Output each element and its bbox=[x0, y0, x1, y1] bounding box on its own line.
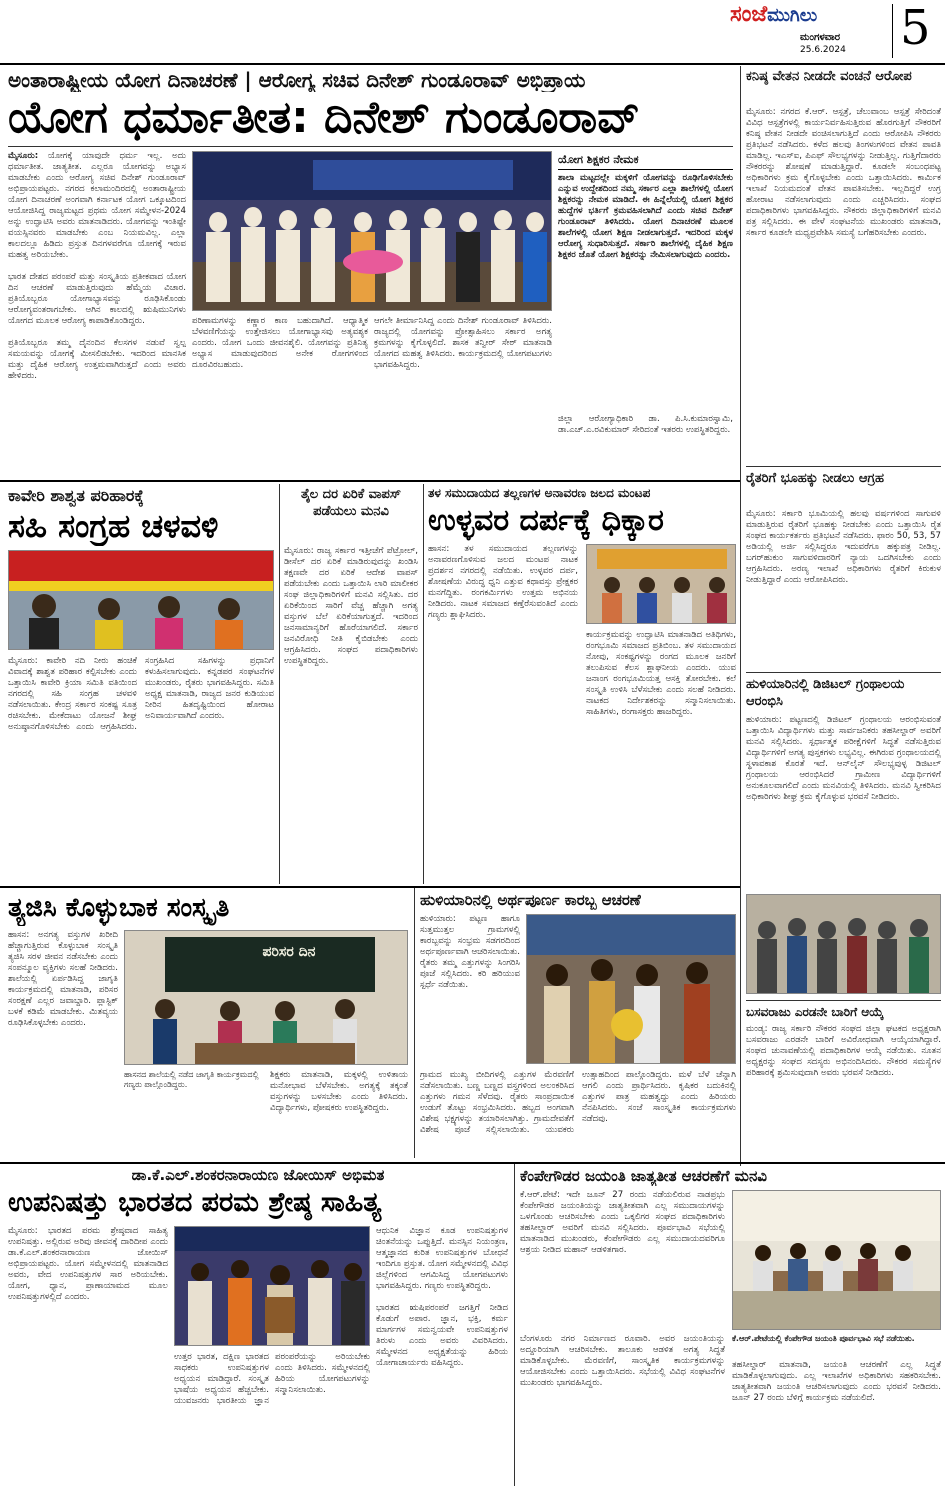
right-low-body: ಹುಳಿಯಾರು: ಪಟ್ಟಣದಲ್ಲಿ ಡಿಜಿಟಲ್ ಗ್ರಂಥಾಲಯ ಆರಂಭಿಸುವಂತೆ ಒತ್ತಾಯಿಸಿ ವಿದ್ಯಾರ್ಥಿಗಳು ಮತ್ತು ಸಾರ್ವಜನಿಕರು ತಹಸೀಲ್ದಾರ್ ಅವರಿಗೆ ಮನವಿ ಸಲ್ಲಿಸಿದರು. ಸ್ಪರ್ಧಾತ್ಮಕ ಪರೀಕ್ಷೆಗಳಿಗೆ ಸಿದ್ಧತೆ ನಡೆಸುತ್ತಿರುವ ವಿದ್ಯಾರ್ಥಿಗಳಿಗೆ ಅಗತ್ಯ ಪುಸ್ತಕಗಳು ಲಭ್ಯವಿಲ್ಲ. ಈಗಿರುವ ಗ್ರಂಥಾಲಯದಲ್ಲಿ ಸ್ಥಳಾವಕಾಶ ಕೊರತೆ ಇದೆ. ಆನ್‌ಲೈನ್ ಸೌಲಭ್ಯವುಳ್ಳ ಡಿಜಿಟಲ್ ಗ್ರಂಥಾಲಯ ಆರಂಭಿಸಿದರೆ ಗ್ರಾಮೀಣ ವಿದ್ಯಾರ್ಥಿಗಳಿಗೆ ಅನುಕೂಲವಾಗಲಿದೆ ಎಂದು ಮನವಿಯಲ್ಲಿ ತಿಳಿಸಿದರು. ಮನವಿ ಸ್ವೀಕರಿಸಿದ ಅಧಿಕಾರಿಗಳು ಶೀಘ್ರ ಕ್ರಮ ಕೈಗೊಳ್ಳುವ ಭರವಸೆ ನೀಡಿದರು. bbox=[746, 715, 941, 802]
logo bbox=[730, 2, 890, 32]
huliyar-headline: ಹುಳಿಯಾರಿನಲ್ಲಿ ಅರ್ಥಪೂರ್ಣ ಕಾರಬ್ಬ ಆಚರಣೆ bbox=[420, 891, 641, 909]
tyajisi-body: ಹಾಸನ: ಅನಗತ್ಯ ವಸ್ತುಗಳ ಖರೀದಿ ಹೆಚ್ಚಾಗುತ್ತಿರುವ ಕೊಳ್ಳುಬಾಕ ಸಂಸ್ಕೃತಿ ತ್ಯಜಿಸಿ ಸರಳ ಜೀವನ ನಡೆಸಬೇಕು ಎಂದು ಸಂಪನ್ಮೂಲ ವ್ಯಕ್ತಿಗಳು ಸಲಹೆ ನೀಡಿದರು. ಶಾಲೆಯಲ್ಲಿ ಏರ್ಪಡಿಸಿದ್ದ ಜಾಗೃತಿ ಕಾರ್ಯಕ್ರಮದಲ್ಲಿ ಮಾತನಾಡಿ, ಪರಿಸರ ಸಂರಕ್ಷಣೆ ಎಲ್ಲರ ಜವಾಬ್ದಾರಿ. ಪ್ಲಾಸ್ಟಿಕ್ ಬಳಕೆ ಕಡಿಮೆ ಮಾಡಬೇಕು. ಮಿತವ್ಯಯ ರೂಢಿಸಿಕೊಳ್ಳಬೇಕು ಎಂದರು. bbox=[8, 930, 118, 1028]
kempegowda-body-3: ತಹಸೀಲ್ದಾರ್ ಮಾತನಾಡಿ, ಜಯಂತಿ ಆಚರಣೆಗೆ ಎಲ್ಲ ಸಿದ್ಧತೆ ಮಾಡಿಕೊಳ್ಳಲಾಗುವುದು. ಎಲ್ಲ ಇಲಾಖೆಗಳ ಅಧಿಕಾರಿಗಳು ಸಹಕರಿಸಬೇಕು. ಜಾತ್ಯತೀತವಾಗಿ ಜಯಂತಿ ಆಚರಿಸಲಾಗುವುದು ಎಂದು ಭರವಸೆ ನೀಡಿದರು. ಜೂನ್ 27 ರಂದು ಬೆಳಿಗ್ಗೆ ಕಾರ್ಯಕ್ರಮ ನಡೆಯಲಿದೆ. bbox=[732, 1360, 941, 1403]
huliyar-body-1: ಹುಳಿಯಾರು: ಪಟ್ಟಣ ಹಾಗೂ ಸುತ್ತಮುತ್ತಲ ಗ್ರಾಮಗಳಲ್ಲಿ ಕಾರಬ್ಬವನ್ನು ಸಂಭ್ರಮ ಸಡಗರದಿಂದ ಅರ್ಥಪೂರ್ಣವಾಗಿ ಆಚರಿಸಲಾಯಿತು. ರೈತರು ತಮ್ಮ ಎತ್ತುಗಳನ್ನು ಸಿಂಗರಿಸಿ ಪೂಜೆ ಸಲ್ಲಿಸಿದರು. ಕರಿ ಹರಿಯುವ ಸ್ಪರ್ಧೆ ನಡೆಯಿತು. bbox=[420, 914, 520, 990]
upanishattu-headline: ಉಪನಿಷತ್ತು ಭಾರತದ ಪರಮ ಶ್ರೇಷ್ಠ ಸಾಹಿತ್ಯ bbox=[8, 1187, 382, 1218]
right-mid-headline: ರೈತರಿಗೆ ಭೂಹಕ್ಕು ನೀಡಲು ಆಗ್ರಹ bbox=[746, 471, 885, 486]
cauvery-headline: ಸಹಿ ಸಂಗ್ರಹ ಚಳವಳಿ bbox=[8, 507, 219, 545]
lead-body-3: ಪ್ರತಿಯೊಬ್ಬರೂ ತಮ್ಮ ದೈನಂದಿನ ಕೆಲಸಗಳ ನಡುವೆ ಸ್ವಲ್ಪ ಸಮಯವನ್ನು ಯೋಗಕ್ಕೆ ಮೀಸಲಿಡಬೇಕು. ಇದರಿಂದ ಮಾನಸಿಕ ಮತ್ತು ದೈಹಿಕ ಆರೋಗ್ಯ ಉತ್ತಮವಾಗಿರುತ್ತದೆ ಎಂದು ಅವರು ಹೇಳಿದರು. bbox=[8, 338, 186, 381]
lead-body-col2 bbox=[192, 316, 368, 476]
fuel-headline: ತೈಲ ದರ ಏರಿಕೆ ವಾಪಸ್ ಪಡೆಯಲು ಮನವಿ bbox=[300, 487, 402, 519]
tyajisi-board-text: ಪರಿಸರ ದಿನ bbox=[262, 944, 316, 960]
lead-sidebar-body: ಶಾಲಾ ಮಟ್ಟದಲ್ಲೇ ಮಕ್ಕಳಿಗೆ ಯೋಗವನ್ನು ರೂಢಿಗೊಳಿಸಬೇಕು ಎನ್ನುವ ಉದ್ದೇಶದಿಂದ ನಮ್ಮ ಸರ್ಕಾರ ಎಲ್ಲಾ ಶಾಲೆಗಳಲ್ಲಿ ಯೋಗ ಶಿಕ್ಷಕರನ್ನು ನೇಮಕ ಮಾಡಿದೆ. ಈ ಹಿನ್ನೆಲೆಯಲ್ಲಿ ಯೋಗ ಶಿಕ್ಷಕರ ಹುದ್ದೆಗಳ ಭರ್ತಿಗೆ ಕ್ರಮವಹಿಸಲಾಗಿದೆ ಎಂದು ಸಚಿವ ದಿನೇಶ್ ಗುಂಡೂರಾವ್ ತಿಳಿಸಿದರು. ಯೋಗ ದಿನಾಚರಣೆ ಮೂಲಕ ಶಾಲೆಗಳಲ್ಲಿ ಯೋಗ ಶಿಕ್ಷಣ ನೀಡಲಾಗುತ್ತದೆ. ಇದರಿಂದ ಮಕ್ಕಳ ಆರೋಗ್ಯ ಸುಧಾರಿಸುತ್ತದೆ. ಸರ್ಕಾರಿ ಶಾಲೆಗಳಲ್ಲಿ ದೈಹಿಕ ಶಿಕ್ಷಣ ಶಿಕ್ಷಕರ ಜೊತೆ ಯೋಗ ಶಿಕ್ಷಕರನ್ನು ನೇಮಿಸಲಾಗುವುದು ಎಂದರು. bbox=[558, 173, 733, 260]
lead-body-col1 bbox=[8, 151, 186, 476]
lead-body-2: ಭಾರತ ದೇಶದ ಪರಂಪರೆ ಮತ್ತು ಸಂಸ್ಕೃತಿಯ ಪ್ರತೀಕವಾದ ಯೋಗ ದಿನ ಆಚರಣೆ ಮಾಡುತ್ತಿರುವುದು ಹೆಮ್ಮೆಯ ವಿಚಾರ. ಪ್ರತಿಯೊಬ್ಬರೂ ಯೋಗಾಭ್ಯಾಸವನ್ನು ರೂಢಿಸಿಕೊಂಡು ಆರೋಗ್ಯವಂತರಾಗಬೇಕು. ಆಗಿನ ಕಾಲದಲ್ಲಿ ಋಷಿಮುನಿಗಳು ಯೋಗದ ಮೂಲಕ ಆರೋಗ್ಯ ಕಾಪಾಡಿಕೊಂಡಿದ್ದರು. bbox=[8, 272, 186, 326]
cauvery-protest-photo bbox=[8, 550, 274, 650]
masthead bbox=[730, 0, 945, 62]
lead-headline: ಯೋಗ ಧರ್ಮಾತೀತ: ದಿನೇಶ್ ಗುಂಡೂರಾವ್ bbox=[8, 92, 640, 143]
ulluvara-headline: ಉಳ್ಳವರ ದರ್ಪಕ್ಕೆ ಧಿಕ್ಕಾರ bbox=[428, 503, 664, 538]
right-mid-story bbox=[746, 470, 941, 670]
page-number: 5 bbox=[900, 0, 931, 56]
right-bottom-story bbox=[746, 1004, 941, 1164]
right-top-body: ಮೈಸೂರು: ನಗರದ ಕೆ.ಆರ್. ಆಸ್ಪತ್ರೆ, ಚೆಲುವಾಂಬ ಆಸ್ಪತ್ರೆ ಸೇರಿದಂತೆ ವಿವಿಧ ಆಸ್ಪತ್ರೆಗಳಲ್ಲಿ ಕಾರ್ಯನಿರ್ವಹಿಸುತ್ತಿರುವ ಹೊರಗುತ್ತಿಗೆ ನೌಕರರಿಗೆ ಕನಿಷ್ಠ ವೇತನ ನೀಡದೇ ವಂಚಿಸಲಾಗುತ್ತಿದೆ ಎಂದು ಆರೋಪಿಸಿ ನೌಕರರು ಪ್ರತಿಭಟನೆ ನಡೆಸಿದರು. ಕಳೆದ ಹಲವು ತಿಂಗಳುಗಳಿಂದ ವೇತನ ಪಾವತಿ ಮಾಡಿಲ್ಲ. ಇಎಸ್‌ಐ, ಪಿಎಫ್ ಸೌಲಭ್ಯಗಳನ್ನು ನೀಡುತ್ತಿಲ್ಲ. ಗುತ್ತಿಗೆದಾರರು ನೌಕರರನ್ನು ಶೋಷಣೆ ಮಾಡುತ್ತಿದ್ದಾರೆ. ಕೂಡಲೇ ಸಂಬಂಧಪಟ್ಟ ಅಧಿಕಾರಿಗಳು ಕ್ರಮ ಕೈಗೊಳ್ಳಬೇಕು ಎಂದು ಒತ್ತಾಯಿಸಿದರು. ಕಾರ್ಮಿಕ ಇಲಾಖೆ ನಿಯಮದಂತೆ ವೇತನ ಪಾವತಿಸಬೇಕು. ಇಲ್ಲದಿದ್ದರೆ ಉಗ್ರ ಹೋರಾಟ ನಡೆಸಲಾಗುವುದು ಎಂದು ಎಚ್ಚರಿಸಿದರು. ಸಂಘದ ಪದಾಧಿಕಾರಿಗಳು ಭಾಗವಹಿಸಿದ್ದರು. ನೌಕರರು ಜಿಲ್ಲಾಧಿಕಾರಿಗಳಿಗೆ ಮನವಿ ಪತ್ರ ಸಲ್ಲಿಸಿದರು. ಈ ವೇಳೆ ಸಂಘಟನೆಯ ಮುಖಂಡರು ಮಾತನಾಡಿ, ಸರ್ಕಾರ ಕೂಡಲೇ ಮಧ್ಯಪ್ರವೇಶಿಸಿ ಸಮಸ್ಯೆ ಬಗೆಹರಿಸಬೇಕು ಎಂದರು. bbox=[746, 107, 941, 238]
right-mid-body: ಮೈಸೂರು: ಸರ್ಕಾರಿ ಭೂಮಿಯಲ್ಲಿ ಹಲವು ವರ್ಷಗಳಿಂದ ಸಾಗುವಳಿ ಮಾಡುತ್ತಿರುವ ರೈತರಿಗೆ ಭೂಹಕ್ಕು ನೀಡಬೇಕು ಎಂದು ಒತ್ತಾಯಿಸಿ ರೈತ ಸಂಘದ ಕಾರ್ಯಕರ್ತರು ಪ್ರತಿಭಟನೆ ನಡೆಸಿದರು. ಫಾರಂ 50, 53, 57 ಅಡಿಯಲ್ಲಿ ಅರ್ಜಿ ಸಲ್ಲಿಸಿದ್ದರೂ ಇದುವರೆಗೂ ಹಕ್ಕುಪತ್ರ ನೀಡಿಲ್ಲ. ಬಗರ್‌ಹುಕುಂ ಸಾಗುವಳಿದಾರರಿಗೆ ನ್ಯಾಯ ಒದಗಿಸಬೇಕು ಎಂದು ಆಗ್ರಹಿಸಿದರು. ಅರಣ್ಯ ಇಲಾಖೆ ಅಧಿಕಾರಿಗಳು ರೈತರಿಗೆ ಕಿರುಕುಳ ನೀಡುತ್ತಿದ್ದಾರೆ ಎಂದು ಆರೋಪಿಸಿದರು. bbox=[746, 509, 941, 585]
kempegowda-headline: ಕೆಂಪೇಗೌಡರ ಜಯಂತಿ ಜಾತ್ಯತೀತ ಆಚರಣೆಗೆ ಮನವಿ bbox=[520, 1167, 767, 1185]
lead-body-4: ಪರಿಣಾಮಗಳನ್ನು ಕಣ್ಣಾರ ಕಾಣ ಬಹುದಾಗಿದೆ. ಆಧ್ಯಾತ್ಮಿಕ ಬೆಳವಣಿಗೆಯನ್ನು ಉತ್ತೇಜಿಸಲು ಯೋಗಾಭ್ಯಾಸವು ಅತ್ಯವಶ್ಯಕ ಎಂದರು. ಯೋಗ ಒಂದು ಜೀವನಶೈಲಿ. ಯೋಗವನ್ನು ಪ್ರತಿನಿತ್ಯ ಅಭ್ಯಾಸ ಮಾಡುವುದರಿಂದ ಅನೇಕ ರೋಗಗಳಿಂದ ದೂರವಿರಬಹುದು. bbox=[192, 316, 368, 370]
cauvery-body: ಮೈಸೂರು: ಕಾವೇರಿ ನದಿ ನೀರು ಹಂಚಿಕೆ ವಿವಾದಕ್ಕೆ ಶಾಶ್ವತ ಪರಿಹಾರ ಕಲ್ಪಿಸಬೇಕು ಎಂದು ಒತ್ತಾಯಿಸಿ ಕಾವೇರಿ ಕ್ರಿಯಾ ಸಮಿತಿ ವತಿಯಿಂದ ನಗರದಲ್ಲಿ ಸಹಿ ಸಂಗ್ರಹ ಚಳವಳಿ ನಡೆಸಲಾಯಿತು. ಕೇಂದ್ರ ಸರ್ಕಾರ ಸಂಕಷ್ಟ ಸೂತ್ರ ರಚಿಸಬೇಕು. ಮೇಕೆದಾಟು ಯೋಜನೆ ಶೀಘ್ರ ಅನುಷ್ಠಾನಗೊಳಿಸಬೇಕು ಎಂದು ಆಗ್ರಹಿಸಿದರು. ಸಂಗ್ರಹಿಸಿದ ಸಹಿಗಳನ್ನು ಪ್ರಧಾನಿಗೆ ಕಳುಹಿಸಲಾಗುವುದು. ಕನ್ನಡಪರ ಸಂಘಟನೆಗಳ ಮುಖಂಡರು, ರೈತರು ಭಾಗವಹಿಸಿದ್ದರು. ಸಮಿತಿ ಅಧ್ಯಕ್ಷ ಮಾತನಾಡಿ, ರಾಜ್ಯದ ಜನರ ಕುಡಿಯುವ ನೀರಿನ ಹಿತದೃಷ್ಟಿಯಿಂದ ಹೋರಾಟ ಅನಿವಾರ್ಯವಾಗಿದೆ ಎಂದರು. bbox=[8, 656, 274, 732]
ulluvara-story bbox=[428, 486, 736, 881]
library-group-photo bbox=[746, 894, 941, 994]
lead-sidebar-title: ಯೋಗ ಶಿಕ್ಷಕರ ನೇಮಕ bbox=[558, 151, 733, 170]
upanishattu-body-1: ಮೈಸೂರು: ಭಾರತದ ಪರಮ ಶ್ರೇಷ್ಠವಾದ ಸಾಹಿತ್ಯ ಉಪನಿಷತ್ತು. ಅಲ್ಲಿರುವ ಅರಿವು ಜೀವನಕ್ಕೆ ದಾರಿದೀಪ ಎಂದು ಡಾ.ಕೆ.ಎಲ್.ಶಂಕರನಾರಾಯಣ ಜೋಯಿಸ್ ಅಭಿಪ್ರಾಯಪಟ್ಟರು. ಯೋಗ ಸಮ್ಮೇಳನದಲ್ಲಿ ಮಾತನಾಡಿದ ಅವರು, ವೇದ ಉಪನಿಷತ್ತುಗಳ ಸಾರ ಅರಿಯಬೇಕು. ಯೋಗ, ಧ್ಯಾನ, ಪ್ರಾಣಾಯಾಮದ ಮೂಲ ಉಪನಿಷತ್ತುಗಳಲ್ಲಿದೆ ಎಂದರು. bbox=[8, 1226, 168, 1302]
tyajisi-headline: ತ್ಯಜಿಸಿ ಕೊಳ್ಳುಬಾಕ ಸಂಸ್ಕೃತಿ bbox=[8, 893, 230, 923]
kempegowda-body-2: ಬೆಂಗಳೂರು ನಗರ ನಿರ್ಮಾಣದ ರೂವಾರಿ. ಅವರ ಜಯಂತಿಯನ್ನು ಅದ್ದೂರಿಯಾಗಿ ಆಚರಿಸಬೇಕು. ತಾಲೂಕು ಆಡಳಿತ ಅಗತ್ಯ ಸಿದ್ಧತೆ ಮಾಡಿಕೊಳ್ಳಬೇಕು. ಮೆರವಣಿಗೆ, ಸಾಂಸ್ಕೃತಿಕ ಕಾರ್ಯಕ್ರಮಗಳನ್ನು ಆಯೋಜಿಸಬೇಕು ಎಂದು ಒತ್ತಾಯಿಸಿದರು. ಸಭೆಯಲ್ಲಿ ವಿವಿಧ ಸಂಘಟನೆಗಳ ಮುಖಂಡರು ಭಾಗವಹಿಸಿದ್ದರು. bbox=[520, 1334, 725, 1388]
kempegowda-meeting-photo bbox=[732, 1190, 941, 1330]
right-top-story bbox=[746, 68, 941, 463]
fuel-story bbox=[284, 486, 418, 881]
lead-body-1: ಯೋಗಕ್ಕೆ ಯಾವುದೇ ಧರ್ಮ ಇಲ್ಲ. ಅದು ಧರ್ಮಾತೀತ. ಜಾತ್ಯತೀತ. ಎಲ್ಲರೂ ಯೋಗವನ್ನು ಅಭ್ಯಾಸ ಮಾಡಬೇಕು ಎಂದು ಆರೋಗ್ಯ ಸಚಿವ ದಿನೇಶ್ ಗುಂಡೂರಾವ್ ಅಭಿಪ್ರಾಯಪಟ್ಟರು. ನಗರದ ಕಲಾಮಂದಿರದಲ್ಲಿ ಅಂತಾರಾಷ್ಟ್ರೀಯ ಯೋಗ ದಿನಾಚರಣೆ ಅಂಗವಾಗಿ ಕರ್ನಾಟಕ ಯೋಗ ಒಕ್ಕೂಟದಿಂದ ಆಯೋಜಿಸಿದ್ದ ರಾಜ್ಯಮಟ್ಟದ ಪ್ರಥಮ ಯೋಗ ಸಮ್ಮೇಳನ-2024 ಅನ್ನು ಉದ್ಘಾಟಿಸಿ ಅವರು ಮಾತನಾಡಿದರು. ಯೋಗವನ್ನು ಇಂತಿಷ್ಟೇ ವಯಸ್ಸಿನವರು ಮಾಡಬೇಕು ಎಂಬ ನಿಯಮವಿಲ್ಲ. ಎಲ್ಲಾ ಕಾಲದಲ್ಲೂ ಹಿಡಿದು ಪ್ರಸ್ತುತ ದಿನಗಳವರೆಗೂ ಯೋಗಕ್ಕೆ ಇರುವ ಮಹತ್ವ ಅರಿಯಬೇಕು. bbox=[8, 151, 186, 260]
logo-part-1: ಸಂಜೆ bbox=[730, 2, 768, 27]
upanishattu-felicitation-photo bbox=[174, 1226, 370, 1346]
lead-kicker: ಅಂತಾರಾಷ್ಟ್ರೀಯ ಯೋಗ ದಿನಾಚರಣೆ | ಆರೋಗ್ಯ ಸಚಿವ ದಿನೇಶ್ ಗುಂಡೂರಾವ್ ಅಭಿಪ್ರಾಯ bbox=[8, 68, 586, 92]
right-bottom-headline: ಬಸವರಾಜು ಎರಡನೇ ಬಾರಿಗೆ ಆಯ್ಕೆ bbox=[746, 1005, 884, 1019]
yoga-event-photo bbox=[192, 151, 552, 311]
ulluvara-stage-photo bbox=[586, 544, 736, 624]
logo-part-2: ಮುಗಿಲು bbox=[767, 5, 818, 26]
ulluvara-kicker: ತಳ ಸಮುದಾಯದ ತಲ್ಲಣಗಳ ಅನಾವರಣ ಜಲದ ಮಂಟಪ bbox=[428, 486, 651, 500]
lead-sidebar-body-2: ಜಿಲ್ಲಾ ಆರೋಗ್ಯಾಧಿಕಾರಿ ಡಾ. ಪಿ.ಸಿ.ಕುಮಾರಸ್ವಾಮಿ, ಡಾ.ಎಚ್.ಎ.ರವಿಕುಮಾರ್ ಸೇರಿದಂತೆ ಇತರರು ಉಪಸ್ಥಿತರಿದ್ದರು. bbox=[558, 414, 733, 435]
right-bottom-body: ಮಂಡ್ಯ: ರಾಜ್ಯ ಸರ್ಕಾರಿ ನೌಕರರ ಸಂಘದ ಜಿಲ್ಲಾ ಘಟಕದ ಅಧ್ಯಕ್ಷರಾಗಿ ಬಸವರಾಜು ಎರಡನೇ ಬಾರಿಗೆ ಅವಿರೋಧವಾಗಿ ಆಯ್ಕೆಯಾಗಿದ್ದಾರೆ. ಸಂಘದ ಚುನಾವಣೆಯಲ್ಲಿ ಪದಾಧಿಕಾರಿಗಳ ಆಯ್ಕೆ ನಡೆಯಿತು. ನೂತನ ಅಧ್ಯಕ್ಷರನ್ನು ಸಂಘದ ಸದಸ್ಯರು ಅಭಿನಂದಿಸಿದರು. ನೌಕರರ ಸಮಸ್ಯೆಗಳ ಪರಿಹಾರಕ್ಕೆ ಶ್ರಮಿಸುವುದಾಗಿ ಅವರು ಭರವಸೆ ನೀಡಿದರು. bbox=[746, 1024, 941, 1078]
cauvery-story bbox=[8, 486, 274, 881]
kempegowda-story bbox=[520, 1166, 941, 1486]
tyajisi-body-2: ಶಿಕ್ಷಕರು ಮಾತನಾಡಿ, ಮಕ್ಕಳಲ್ಲಿ ಉಳಿತಾಯ ಮನೋಭಾವ ಬೆಳೆಸಬೇಕು. ಅಗತ್ಯಕ್ಕೆ ತಕ್ಕಂತೆ ವಸ್ತುಗಳನ್ನು ಬಳಸಬೇಕು ಎಂದು ತಿಳಿಸಿದರು. ವಿದ್ಯಾರ್ಥಿಗಳು, ಪೋಷಕರು ಉಪಸ್ಥಿತರಿದ್ದರು. bbox=[270, 1070, 408, 1113]
upanishattu-body-3-text: ಆಧುನಿಕ ವಿಜ್ಞಾನ ಕೂಡ ಉಪನಿಷತ್ತುಗಳ ಚಿಂತನೆಯನ್ನು ಒಪ್ಪುತ್ತಿದೆ. ಮನಸ್ಸಿನ ನಿಯಂತ್ರಣ, ಆತ್ಮಜ್ಞಾನದ ಕುರಿತ ಉಪನಿಷತ್ತುಗಳ ಬೋಧನೆ ಇಂದಿಗೂ ಪ್ರಸ್ತುತ. ಯೋಗ ಸಮ್ಮೇಳನದಲ್ಲಿ ವಿವಿಧ ಜಿಲ್ಲೆಗಳಿಂದ ಆಗಮಿಸಿದ್ದ ಯೋಗಪಟುಗಳು ಭಾಗವಹಿಸಿದ್ದರು. ಗಣ್ಯರು ಉಪಸ್ಥಿತರಿದ್ದರು. bbox=[376, 1226, 508, 1291]
right-low-headline: ಹುಳಿಯಾರಿನಲ್ಲಿ ಡಿಜಿಟಲ್ ಗ್ರಂಥಾಲಯ ಆರಂಭಿಸಿ bbox=[746, 677, 905, 709]
lead-body-5: ಆಗಲೇ ತೀರ್ಮಾನಿಸಿದ್ದ ಎಂದು ದಿನೇಶ್ ಗುಂಡೂರಾವ್ ತಿಳಿಸಿದರು. ರಾಜ್ಯದಲ್ಲಿ ಯೋಗವನ್ನು ಪ್ರೋತ್ಸಾಹಿಸಲು ಸರ್ಕಾರ ಅಗತ್ಯ ಕ್ರಮಗಳನ್ನು ಕೈಗೊಳ್ಳಲಿದೆ. ಶಾಸಕ ತನ್ವೀರ್ ಸೇಠ್ ಮಾತನಾಡಿ ಯೋಗದ ಮಹತ್ವ ತಿಳಿಸಿದರು. ಕಾರ್ಯಕ್ರಮದಲ್ಲಿ ಯೋಗಪಟುಗಳು ಭಾಗವಹಿಸಿದ್ದರು. bbox=[374, 316, 552, 370]
lead-sidebar bbox=[558, 151, 733, 476]
ulluvara-body-2: ಕಾರ್ಯಕ್ರಮವನ್ನು ಉದ್ಘಾಟಿಸಿ ಮಾತನಾಡಿದ ಅತಿಥಿಗಳು, ರಂಗಭೂಮಿ ಸಮಾಜದ ಪ್ರತಿಬಿಂಬ. ತಳ ಸಮುದಾಯದ ನೋವು, ಸಂಕಷ್ಟಗಳನ್ನು ರಂಗದ ಮೂಲಕ ಜನರಿಗೆ ತಲುಪಿಸುವ ಕೆಲಸ ಶ್ಲಾಘನೀಯ ಎಂದರು. ಯುವ ಜನಾಂಗ ರಂಗಭೂಮಿಯತ್ತ ಆಸಕ್ತಿ ತೋರಬೇಕು. ಕಲೆ ಸಂಸ್ಕೃತಿ ಉಳಿಸಿ ಬೆಳೆಸಬೇಕು ಎಂದು ಸಲಹೆ ನೀಡಿದರು. ನಾಟಕದ ನಿರ್ದೇಶಕರನ್ನು ಸನ್ಮಾನಿಸಲಾಯಿತು. ಸಾಹಿತಿಗಳು, ರಂಗಾಸಕ್ತರು ಹಾಜರಿದ್ದರು. bbox=[586, 630, 736, 717]
upanishattu-story bbox=[8, 1166, 508, 1486]
upanishattu-body-2: ಉತ್ತರ ಭಾರತ, ದಕ್ಷಿಣ ಭಾರತದ ಸಾಧಕರು ಉಪನಿಷತ್ತುಗಳ ಅಧ್ಯಯನ ಮಾಡಿದ್ದಾರೆ. ಸಂಸ್ಕೃತ ಭಾಷೆಯ ಅಧ್ಯಯನ ಹೆಚ್ಚಬೇಕು. ಯುವಜನರು ಭಾರತೀಯ ಜ್ಞಾನ ಪರಂಪರೆಯನ್ನು ಅರಿಯಬೇಕು ಎಂದು ತಿಳಿಸಿದರು. ಸಮ್ಮೇಳನದಲ್ಲಿ ಹಿರಿಯ ಯೋಗಪಟುಗಳನ್ನು ಸನ್ಮಾನಿಸಲಾಯಿತು. bbox=[174, 1352, 370, 1406]
upanishattu-body-3 bbox=[376, 1226, 508, 1486]
upanishattu-body-4: ಭಾರತದ ಋಷಿಪರಂಪರೆ ಜಗತ್ತಿಗೆ ನೀಡಿದ ಕೊಡುಗೆ ಅಪಾರ. ಜ್ಞಾನ, ಭಕ್ತಿ, ಕರ್ಮ ಮಾರ್ಗಗಳ ಸಮನ್ವಯವೇ ಉಪನಿಷತ್ತುಗಳ ತಿರುಳು ಎಂದು ಅವರು ವಿವರಿಸಿದರು. ಸಮ್ಮೇಳನದ ಅಧ್ಯಕ್ಷತೆಯನ್ನು ಹಿರಿಯ ಯೋಗಾಚಾರ್ಯರು ವಹಿಸಿದ್ದರು. bbox=[376, 1303, 508, 1368]
upanishattu-kicker: ಡಾ.ಕೆ.ಎಲ್.ಶಂಕರನಾರಾಯಣ ಜೋಯಿಸ್ ಅಭಿಮತ bbox=[131, 1166, 385, 1184]
right-top-headline: ಕನಿಷ್ಠ ವೇತನ ನೀಡದೇ ವಂಚನೆ ಆರೋಪ bbox=[746, 69, 912, 84]
huliyar-body-2: ಗ್ರಾಮದ ಮುಖ್ಯ ಬೀದಿಗಳಲ್ಲಿ ಎತ್ತುಗಳ ಮೆರವಣಿಗೆ ನಡೆಸಲಾಯಿತು. ಬಣ್ಣ ಬಣ್ಣದ ವಸ್ತ್ರಗಳಿಂದ ಅಲಂಕರಿಸಿದ ಎತ್ತುಗಳು ಗಮನ ಸೆಳೆದವು. ರೈತರು ಸಾಂಪ್ರದಾಯಿಕ ಉಡುಗೆ ತೊಟ್ಟು ಸಂಭ್ರಮಿಸಿದರು. ಹಬ್ಬದ ಅಂಗವಾಗಿ ವಿಶೇಷ ಭಕ್ಷ್ಯಗಳನ್ನು ತಯಾರಿಸಲಾಗಿತ್ತು. ಗ್ರಾಮದೇವತೆಗೆ ವಿಶೇಷ ಪೂಜೆ ಸಲ್ಲಿಸಲಾಯಿತು. ಯುವಕರು ಉತ್ಸಾಹದಿಂದ ಪಾಲ್ಗೊಂಡಿದ್ದರು. ಮಳೆ ಬೆಳೆ ಚೆನ್ನಾಗಿ ಆಗಲಿ ಎಂದು ಪ್ರಾರ್ಥಿಸಿದರು. ಕೃಷಿಕರ ಬದುಕಿನಲ್ಲಿ ಎತ್ತುಗಳ ಪಾತ್ರ ಮಹತ್ವದ್ದು ಎಂದು ಹಿರಿಯರು ನೆನಪಿಸಿದರು. ಸಂಜೆ ಸಾಂಸ್ಕೃತಿಕ ಕಾರ್ಯಕ್ರಮಗಳು ನಡೆದವು. bbox=[420, 1070, 736, 1135]
right-low-story bbox=[746, 676, 941, 996]
ulluvara-body-1: ಹಾಸನ: ತಳ ಸಮುದಾಯದ ತಲ್ಲಣಗಳನ್ನು ಅನಾವರಣಗೊಳಿಸುವ ಜಲದ ಮಂಟಪ ನಾಟಕ ಪ್ರದರ್ಶನ ನಗರದಲ್ಲಿ ನಡೆಯಿತು. ಉಳ್ಳವರ ದರ್ಪ, ಶೋಷಣೆಯ ವಿರುದ್ಧ ಧ್ವನಿ ಎತ್ತುವ ಕಥಾವಸ್ತು ಪ್ರೇಕ್ಷಕರ ಮನಗೆದ್ದಿತು. ರಂಗಕರ್ಮಿಗಳು ಉತ್ತಮ ಅಭಿನಯ ನೀಡಿದರು. ನಾಟಕ ಸಮಾಜದ ಕಣ್ತೆರೆಸುವಂತಿದೆ ಎಂದು ಗಣ್ಯರು ಶ್ಲಾಘಿಸಿದರು. bbox=[428, 544, 578, 620]
huliyar-celebration-photo bbox=[526, 914, 736, 1064]
kempegowda-body-1: ಕೆ.ಆರ್.ಪೇಟೆ: ಇದೇ ಜೂನ್ 27 ರಂದು ನಡೆಯಲಿರುವ ನಾಡಪ್ರಭು ಕೆಂಪೇಗೌಡರ ಜಯಂತಿಯನ್ನು ಜಾತ್ಯತೀತವಾಗಿ ಎಲ್ಲ ಸಮುದಾಯಗಳನ್ನು ಒಳಗೊಂಡು ಆಚರಿಸಬೇಕು ಎಂದು ಒಕ್ಕಲಿಗರ ಸಂಘದ ಪದಾಧಿಕಾರಿಗಳು ತಹಸೀಲ್ದಾರ್ ಅವರಿಗೆ ಮನವಿ ಸಲ್ಲಿಸಿದರು. ಪೂರ್ವಭಾವಿ ಸಭೆಯಲ್ಲಿ ಮಾತನಾಡಿದ ಮುಖಂಡರು, ಕೆಂಪೇಗೌಡರು ಎಲ್ಲ ಸಮುದಾಯದವರಿಗೂ ಆಶ್ರಯ ನೀಡಿದ ಮಹಾನ್ ಆಡಳಿತಗಾರ. bbox=[520, 1190, 725, 1255]
tyajisi-caption: ಹಾಸನದ ಶಾಲೆಯಲ್ಲಿ ನಡೆದ ಜಾಗೃತಿ ಕಾರ್ಯಕ್ರಮದಲ್ಲಿ ಗಣ್ಯರು ಪಾಲ್ಗೊಂಡಿದ್ದರು. bbox=[124, 1070, 259, 1089]
fuel-body: ಮೈಸೂರು: ರಾಜ್ಯ ಸರ್ಕಾರ ಇತ್ತೀಚೆಗೆ ಪೆಟ್ರೋಲ್, ಡೀಸೆಲ್ ದರ ಏರಿಕೆ ಮಾಡಿರುವುದನ್ನು ಖಂಡಿಸಿ ತಕ್ಷಣವೇ ದರ ಏರಿಕೆ ಆದೇಶ ವಾಪಸ್ ಪಡೆಯಬೇಕು ಎಂದು ಒತ್ತಾಯಿಸಿ ಲಾರಿ ಮಾಲೀಕರ ಸಂಘ ಜಿಲ್ಲಾಧಿಕಾರಿಗಳಿಗೆ ಮನವಿ ಸಲ್ಲಿಸಿತು. ದರ ಏರಿಕೆಯಿಂದ ಸಾರಿಗೆ ವೆಚ್ಚ ಹೆಚ್ಚಾಗಿ ಅಗತ್ಯ ವಸ್ತುಗಳ ಬೆಲೆ ಏರಿಕೆಯಾಗುತ್ತದೆ. ಇದರಿಂದ ಜನಸಾಮಾನ್ಯರಿಗೆ ಹೊರೆಯಾಗಲಿದೆ. ಸರ್ಕಾರ ಜನವಿರೋಧಿ ನೀತಿ ಕೈಬಿಡಬೇಕು ಎಂದು ಆಗ್ರಹಿಸಿದರು. ಸಂಘದ ಪದಾಧಿಕಾರಿಗಳು ಉಪಸ್ಥಿತರಿದ್ದರು. bbox=[284, 546, 418, 666]
huliyar-story bbox=[420, 890, 736, 1155]
kempegowda-caption: ಕೆ.ಆರ್.ಪೇಟೆಯಲ್ಲಿ ಕೆಂಪೇಗೌಡ ಜಯಂತಿ ಪೂರ್ವಭಾವಿ ಸಭೆ ನಡೆಯಿತು. bbox=[732, 1334, 915, 1343]
cauvery-kicker: ಕಾವೇರಿ ಶಾಶ್ವತ ಪರಿಹಾರಕ್ಕೆ bbox=[8, 486, 144, 505]
masthead-date: 25.6.2024 bbox=[800, 45, 846, 55]
lead-dateline: ಮೈಸೂರು: bbox=[8, 151, 39, 161]
tyajisi-story bbox=[8, 890, 408, 1155]
masthead-weekday: ಮಂಗಳವಾರ bbox=[800, 32, 841, 43]
lead-body-col3 bbox=[374, 316, 552, 476]
